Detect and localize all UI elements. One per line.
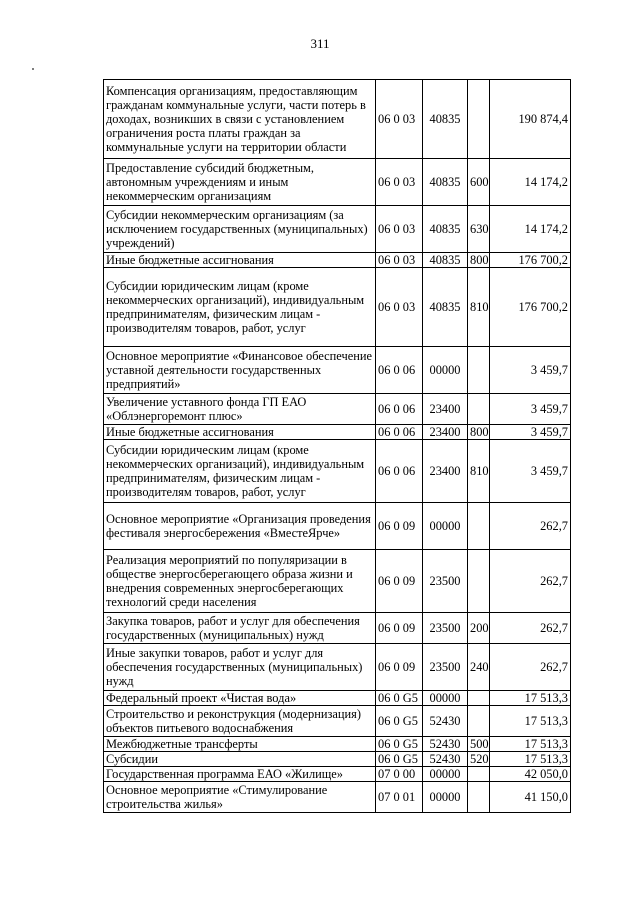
amount-cell: 42 050,0 [490, 767, 571, 782]
sub-code-cell: 23400 [423, 440, 468, 503]
amount-cell: 176 700,2 [490, 268, 571, 347]
table-row [104, 691, 571, 706]
target-code-cell: 06 0 G5 [376, 691, 423, 706]
amount-cell: 3 459,7 [490, 394, 571, 425]
sub-code-cell: 23500 [423, 644, 468, 691]
amount-cell: 190 874,4 [490, 80, 571, 159]
row-name-cell: Федеральный проект «Чистая вода» [104, 691, 376, 706]
target-code-cell: 06 0 03 [376, 253, 423, 268]
row-name-cell: Субсидии некоммерческим организациям (за исключением государственных (муниципальных) учреждений) [104, 206, 376, 253]
table-row [104, 159, 571, 206]
row-name-cell: Строительство и реконструкция (модернизация) объектов питьевого водоснабжения [104, 706, 376, 737]
table-row [104, 206, 571, 253]
target-code-cell: 06 0 09 [376, 503, 423, 550]
amount-cell: 14 174,2 [490, 159, 571, 206]
target-code-cell: 06 0 09 [376, 613, 423, 644]
sub-code-cell: 40835 [423, 159, 468, 206]
table-row [104, 440, 571, 503]
expense-type-cell [468, 80, 490, 159]
expense-type-cell [468, 550, 490, 613]
amount-cell: 17 513,3 [490, 752, 571, 767]
table-row [104, 253, 571, 268]
target-code-cell: 06 0 G5 [376, 737, 423, 752]
expense-type-cell: 240 [468, 644, 490, 691]
sub-code-cell: 40835 [423, 206, 468, 253]
table-row [104, 752, 571, 767]
expense-type-cell: 500 [468, 737, 490, 752]
expense-type-cell: 630 [468, 206, 490, 253]
amount-cell: 41 150,0 [490, 782, 571, 813]
expense-type-cell: 600 [468, 159, 490, 206]
target-code-cell: 07 0 01 [376, 782, 423, 813]
table-row [104, 644, 571, 691]
target-code-cell: 06 0 06 [376, 347, 423, 394]
table-row [104, 80, 571, 159]
expense-type-cell: 800 [468, 425, 490, 440]
amount-cell: 3 459,7 [490, 425, 571, 440]
amount-cell: 3 459,7 [490, 347, 571, 394]
row-name-cell: Субсидии [104, 752, 376, 767]
amount-cell: 3 459,7 [490, 440, 571, 503]
sub-code-cell: 00000 [423, 691, 468, 706]
sub-code-cell: 23400 [423, 394, 468, 425]
target-code-cell: 06 0 03 [376, 268, 423, 347]
sub-code-cell: 23400 [423, 425, 468, 440]
sub-code-cell: 40835 [423, 268, 468, 347]
amount-cell: 262,7 [490, 644, 571, 691]
row-name-cell: Основное мероприятие «Стимулирование строительства жилья» [104, 782, 376, 813]
row-name-cell: Иные бюджетные ассигнования [104, 253, 376, 268]
row-name-cell: Компенсация организациям, предоставляющим гражданам коммунальные услуги, части потерь в доходах, возникших в связи с установлением ограничения роста платы граждан за коммунальные услуги на территории области [104, 80, 376, 159]
target-code-cell: 06 0 G5 [376, 706, 423, 737]
amount-cell: 262,7 [490, 613, 571, 644]
expense-type-cell: 800 [468, 253, 490, 268]
row-name-cell: Иные бюджетные ассигнования [104, 425, 376, 440]
expense-type-cell: 200 [468, 613, 490, 644]
row-name-cell: Реализация мероприятий по популяризации в обществе энергосберегающего образа жизни и внедрения современных энергосберегающих технологий среди населения [104, 550, 376, 613]
target-code-cell: 06 0 G5 [376, 752, 423, 767]
table-row [104, 550, 571, 613]
table-row [104, 503, 571, 550]
expense-type-cell: 810 [468, 440, 490, 503]
target-code-cell: 06 0 06 [376, 440, 423, 503]
amount-cell: 17 513,3 [490, 691, 571, 706]
sub-code-cell: 52430 [423, 706, 468, 737]
row-name-cell: Увеличение уставного фонда ГП ЕАО «Облэнергоремонт плюс» [104, 394, 376, 425]
row-name-cell: Государственная программа ЕАО «Жилище» [104, 767, 376, 782]
expense-type-cell [468, 691, 490, 706]
amount-cell: 17 513,3 [490, 706, 571, 737]
sub-code-cell: 52430 [423, 752, 468, 767]
amount-cell: 176 700,2 [490, 253, 571, 268]
row-name-cell: Основное мероприятие «Финансовое обеспечение уставной деятельности государственных предприятий» [104, 347, 376, 394]
expense-type-cell: 520 [468, 752, 490, 767]
target-code-cell: 06 0 06 [376, 394, 423, 425]
amount-cell: 17 513,3 [490, 737, 571, 752]
table-row [104, 767, 571, 782]
target-code-cell: 06 0 06 [376, 425, 423, 440]
expense-type-cell [468, 782, 490, 813]
table-row [104, 425, 571, 440]
budget-table-body [104, 80, 571, 813]
target-code-cell: 06 0 09 [376, 550, 423, 613]
target-code-cell: 06 0 03 [376, 206, 423, 253]
amount-cell: 14 174,2 [490, 206, 571, 253]
page-number: 311 [310, 36, 330, 51]
sub-code-cell: 00000 [423, 347, 468, 394]
row-name-cell: Субсидии юридическим лицам (кроме некоммерческих организаций), индивидуальным предпринимателям, физическим лицам - производителям товаров, работ, услуг [104, 440, 376, 503]
target-code-cell: 07 0 00 [376, 767, 423, 782]
amount-cell: 262,7 [490, 503, 571, 550]
budget-table [103, 79, 571, 813]
sub-code-cell: 23500 [423, 613, 468, 644]
target-code-cell: 06 0 03 [376, 159, 423, 206]
expense-type-cell [468, 394, 490, 425]
row-name-cell: Иные закупки товаров, работ и услуг для обеспечения государственных (муниципальных) нужд [104, 644, 376, 691]
sub-code-cell: 00000 [423, 767, 468, 782]
expense-type-cell [468, 767, 490, 782]
sub-code-cell: 40835 [423, 80, 468, 159]
sub-code-cell: 52430 [423, 737, 468, 752]
table-row [104, 782, 571, 813]
row-name-cell: Предоставление субсидий бюджетным, автономным учреждениям и иным некоммерческим организациям [104, 159, 376, 206]
expense-type-cell [468, 347, 490, 394]
table-row [104, 347, 571, 394]
target-code-cell: 06 0 03 [376, 80, 423, 159]
row-name-cell: Межбюджетные трансферты [104, 737, 376, 752]
expense-type-cell [468, 706, 490, 737]
target-code-cell: 06 0 09 [376, 644, 423, 691]
expense-type-cell: 810 [468, 268, 490, 347]
table-row [104, 737, 571, 752]
margin-mark [32, 68, 34, 70]
table-row [104, 268, 571, 347]
table-row [104, 613, 571, 644]
row-name-cell: Закупка товаров, работ и услуг для обеспечения государственных (муниципальных) нужд [104, 613, 376, 644]
sub-code-cell: 00000 [423, 782, 468, 813]
amount-cell: 262,7 [490, 550, 571, 613]
expense-type-cell [468, 503, 490, 550]
table-row [104, 706, 571, 737]
row-name-cell: Основное мероприятие «Организация проведения фестиваля энергосбережения «ВместеЯрче» [104, 503, 376, 550]
table-row [104, 394, 571, 425]
sub-code-cell: 40835 [423, 253, 468, 268]
sub-code-cell: 23500 [423, 550, 468, 613]
row-name-cell: Субсидии юридическим лицам (кроме некоммерческих организаций), индивидуальным предпринимателям, физическим лицам - производителям товаров, работ, услуг [104, 268, 376, 347]
sub-code-cell: 00000 [423, 503, 468, 550]
